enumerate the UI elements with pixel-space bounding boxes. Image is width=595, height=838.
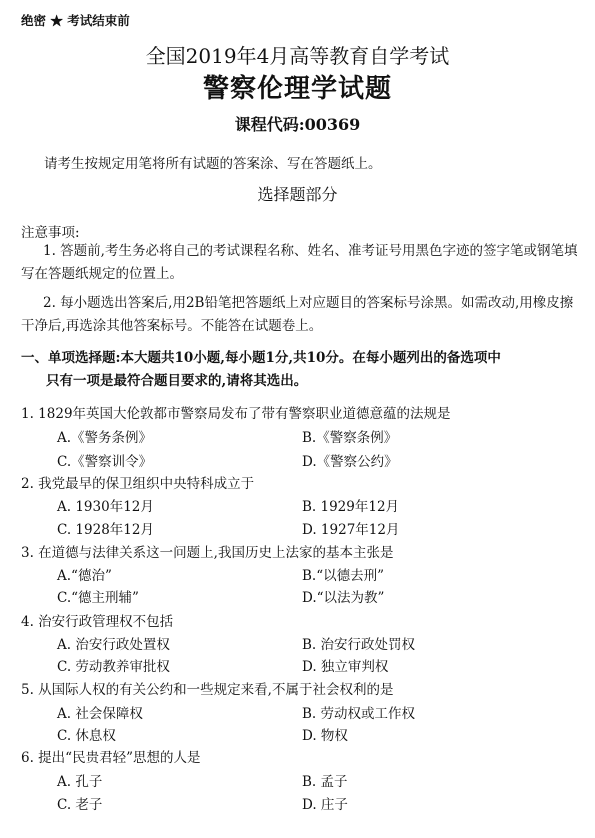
question-6-option-d: D. 庄子 bbox=[302, 797, 348, 813]
question-3-option-d: D.“以法为教” bbox=[302, 590, 385, 606]
question-3-option-a: A.“德治” bbox=[57, 568, 112, 584]
part-heading-continued: 只有一项是最符合题目要求的,请将其选出。 bbox=[46, 373, 308, 389]
subject-title: 警察伦理学试题 bbox=[202, 74, 392, 104]
question-2-stem: 2. 我党最早的保卫组织中央特科成立于 bbox=[21, 476, 255, 492]
note-item-1: 1. 答题前,考生务必将自己的考试课程名称、姓名、准考证号用黑色字迹的签字笔或钢笔填写在答题纸规定的位置上。 bbox=[21, 243, 578, 282]
question-1-option-a: A.《警务条例》 bbox=[57, 430, 153, 446]
question-6-option-a: A. 孔子 bbox=[57, 774, 103, 790]
question-2-option-b: B. 1929年12月 bbox=[302, 499, 400, 515]
note-item-2: 2. 每小题选出答案后,用2B铅笔把答题纸上对应题目的答案标号涂黑。如需改动,用橡皮擦干净后,再选涂其他答案标号。不能答在试题卷上。 bbox=[21, 295, 574, 334]
question-4-option-a: A. 治安行政处置权 bbox=[57, 637, 170, 653]
question-6-option-b: B. 孟子 bbox=[302, 774, 348, 790]
question-3-option-c: C.“德主刑辅” bbox=[57, 590, 139, 606]
question-1-option-d: D.《警察公约》 bbox=[302, 454, 398, 470]
confidential-mark: 绝密 ★ 考试结束前 bbox=[21, 13, 130, 28]
question-4-option-c: C. 劳动教养审批权 bbox=[57, 659, 170, 675]
question-6-option-c: C. 老子 bbox=[57, 797, 103, 813]
question-5-stem: 5. 从国际人权的有关公约和一些规定来看,不属于社会权利的是 bbox=[21, 682, 394, 698]
question-1-option-c: C.《警察训令》 bbox=[57, 454, 153, 470]
question-1-option-b: B.《警察条例》 bbox=[302, 430, 398, 446]
answer-instruction: 请考生按规定用笔将所有试题的答案涂、写在答题纸上。 bbox=[44, 156, 382, 172]
question-3-option-b: B.“以德去刑” bbox=[302, 568, 385, 584]
section-title: 选择题部分 bbox=[257, 185, 338, 204]
question-5-option-a: A. 社会保障权 bbox=[57, 706, 143, 722]
question-2-option-c: C. 1928年12月 bbox=[57, 522, 154, 538]
question-1-stem: 1. 1829年英国大伦敦都市警察局发布了带有警察职业道德意蕴的法规是 bbox=[21, 406, 451, 422]
notes-title: 注意事项: bbox=[21, 225, 80, 241]
question-5-option-d: D. 物权 bbox=[302, 728, 348, 744]
question-2-option-a: A. 1930年12月 bbox=[57, 499, 154, 515]
question-4-stem: 4. 治安行政管理权不包括 bbox=[21, 614, 174, 630]
question-4-option-d: D. 独立审判权 bbox=[302, 659, 389, 675]
question-5-option-b: B. 劳动权或工作权 bbox=[302, 706, 416, 722]
question-6-stem: 6. 提出“民贵君轻”思想的人是 bbox=[21, 750, 201, 766]
question-5-option-c: C. 休息权 bbox=[57, 728, 116, 744]
exam-title: 全国2019年4月高等教育自学考试 bbox=[145, 44, 450, 68]
question-4-option-b: B. 治安行政处罚权 bbox=[302, 637, 416, 653]
question-2-option-d: D. 1927年12月 bbox=[302, 522, 400, 538]
course-code: 课程代码:00369 bbox=[234, 115, 361, 134]
part-heading: 一、单项选择题:本大题共10小题,每小题1分,共10分。在每小题列出的备选项中 bbox=[21, 350, 501, 366]
question-3-stem: 3. 在道德与法律关系这一问题上,我国历史上法家的基本主张是 bbox=[21, 545, 394, 561]
